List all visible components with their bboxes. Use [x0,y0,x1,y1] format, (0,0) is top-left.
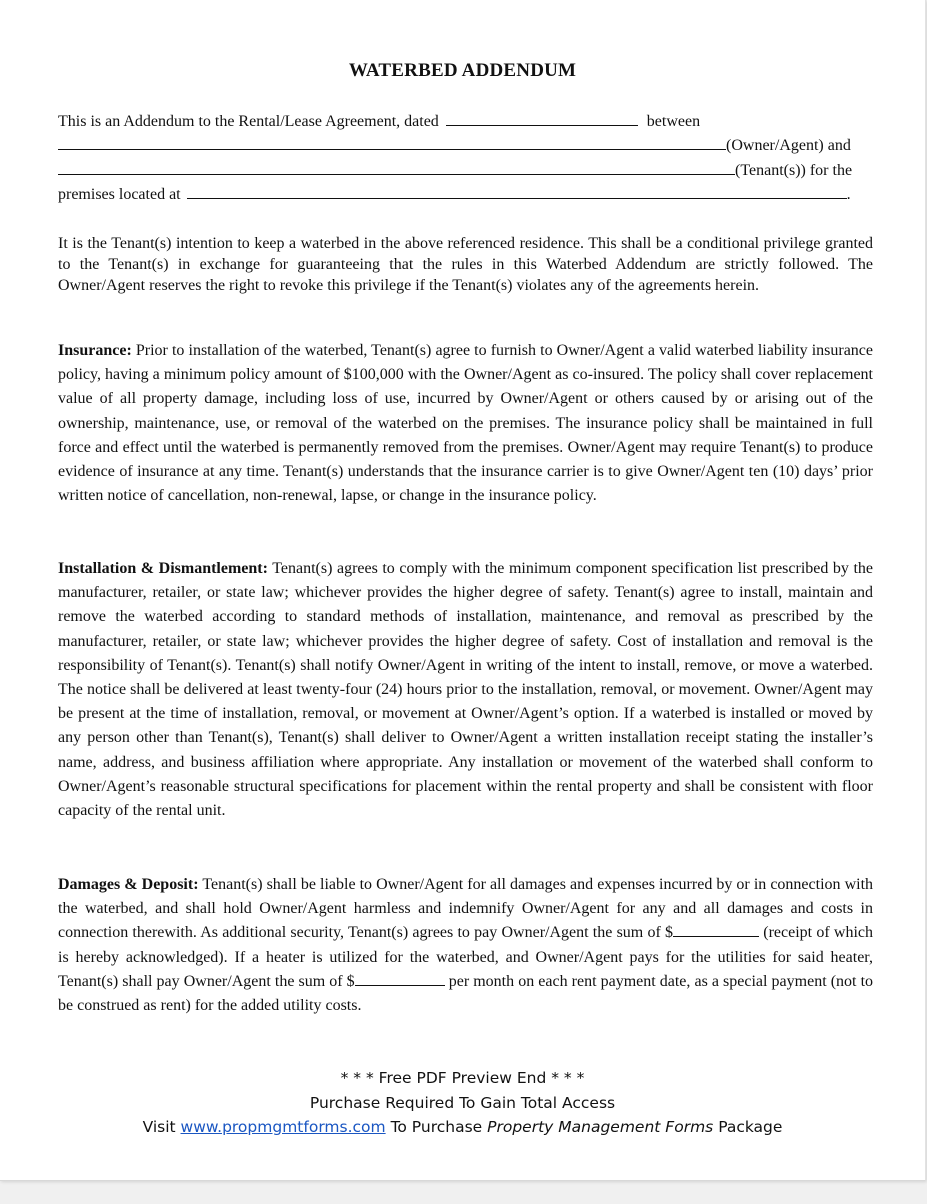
propmgmtforms-link[interactable]: www.propmgmtforms.com [180,1118,386,1136]
dated-label: This is an Addendum to the Rental/Lease Agreement, dated [58,113,439,130]
visit-label: Visit [142,1118,176,1136]
insurance-heading: Insurance: [58,342,132,359]
header-line-dated [58,111,700,132]
document-title: WATERBED ADDENDUM [348,60,577,81]
between-label: between [646,113,701,130]
damages-text-b: (receipt of which is hereby acknowledged). If a heater is utilized for the waterbed, and Owner/Agent pays for the utilities for said heater, Tenant(s) shall pay Owner/Agent the sum of $ [58,924,874,990]
installation-heading: Installation & Dismantlement: [58,560,268,577]
package-name: Property Management Forms [487,1118,714,1136]
premises-label: premises located at [58,186,181,203]
owner-agent-blank[interactable] [58,135,726,150]
tenant-blank[interactable] [58,160,735,175]
installation-section [58,557,873,823]
tenant-label: (Tenant(s)) for the [735,162,853,179]
header-line-tenant [58,160,852,181]
preview-footer [0,1066,925,1140]
deposit-amount-blank[interactable] [673,922,759,937]
owner-agent-label: (Owner/Agent) and [726,137,851,154]
preview-end-line: * * * Free PDF Preview End * * * [340,1069,585,1087]
damages-text-a: Tenant(s) shall be liable to Owner/Agent for all damages and expenses incurred by or in connection with the waterbed, and shall hold Owner/Agent harmless and indemnify Owner/Agent for any and all damages and costs in connection therewith. As additional security, Tenant(s) agrees to pay Owner/Agent the sum of $ [58,876,874,942]
insurance-section [58,339,873,508]
header-line-owner [58,135,851,156]
damages-section [58,873,873,1018]
installation-text: Tenant(s) agrees to comply with the minimum component specification list prescribed by the manufacturer, retailer, or state law; whichever provides the higher degree of safety. Tenant(s) agree to install, maintain and remove the waterbed according to standard methods of installation, maintenance, and removal as prescribed by the manufacturer, retailer, or state law; whichever provides the higher degree of safety. Cost of installation and removal is the responsibility of Tenant(s). Tenant(s) shall notify Owner/Agent in writing of the intent to install, remove, or move a waterbed. The notice shall be delivered at least twenty-four (24) hours prior to the installation, removal, or movement. Owner/Agent may be present at the time of installation, removal, or movement at Owner/Agent’s option. If a waterbed is installed or moved by any person other than Tenant(s), Tenant(s) shall deliver to Owner/Agent a written installation receipt stating the installer’s name, address, and business affiliation where appropriate. Any installation or movement of the waterbed shall conform to Owner/Agent’s reasonable structural specifications for placement within the rental property and shall be consistent with floor capacity of the rental unit. [58,560,874,820]
utility-amount-blank[interactable] [355,971,445,986]
purchase-required-line: Purchase Required To Gain Total Access [309,1093,616,1112]
damages-text-c: per month on each rent payment date, as a special payment (not to be construed as rent) for the added utility costs. [58,972,874,1015]
header-line-premises [58,184,851,205]
premises-period: . [846,186,851,203]
premises-blank[interactable] [187,184,847,199]
insurance-text: Prior to installation of the waterbed, Tenant(s) agree to furnish to Owner/Agent a valid waterbed liability insurance policy, having a minimum policy amount of $100,000 with the Owner/Agent as co-insured. The policy shall cover replacement value of all property damage, including loss of use, incurred by Owner/Agent or others caused by or arising out of the ownership, maintenance, use, or removal of the waterbed on the premises. The insurance policy shall be maintained in full force and effect until the waterbed is permanently removed from the premises. Owner/Agent may require Tenant(s) to produce evidence of insurance at any time. Tenant(s) understands that the insurance carrier is to give Owner/Agent ten (10) days’ prior written notice of cancellation, non-renewal, lapse, or change in the insurance policy. [58,342,873,505]
to-purchase-label: To Purchase [390,1118,483,1136]
damages-heading: Damages & Deposit: [58,876,199,893]
package-label: Package [718,1118,783,1136]
visit-line [0,1115,925,1140]
date-blank[interactable] [446,111,638,126]
intro-paragraph: It is the Tenant(s) intention to keep a waterbed in the above referenced residence. This shall be a conditional privilege granted to the Tenant(s) in exchange for guaranteeing that the rules in this Waterbed Addendum are strictly followed. The Owner/Agent reserves the right to revoke this privilege if the Tenant(s) violates any of the agreements herein. [58,235,873,294]
